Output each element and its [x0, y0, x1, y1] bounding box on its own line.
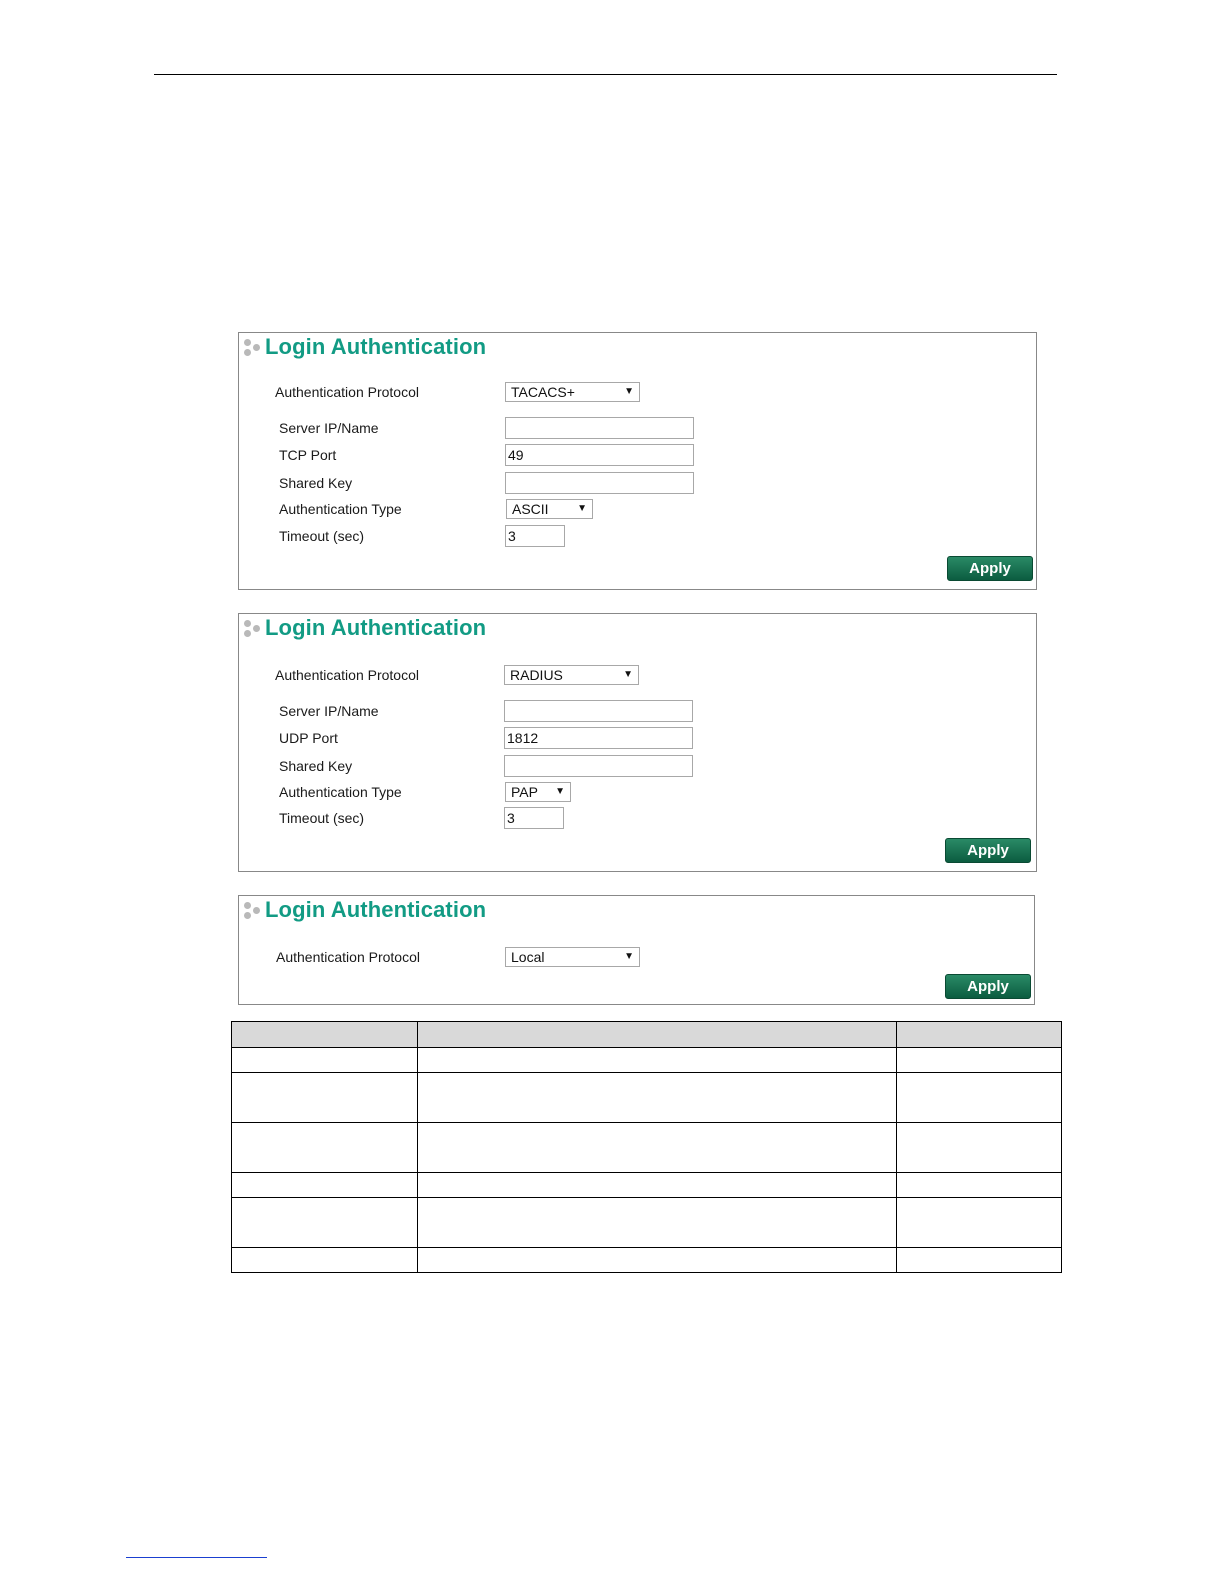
bullet-dots-icon: [244, 902, 262, 920]
table-row: [232, 1198, 1062, 1248]
page-footer-link-rule: [126, 1557, 267, 1558]
panel-title: Login Authentication: [265, 897, 487, 922]
timeout-input[interactable]: 3: [504, 807, 564, 829]
authentication-protocol-select[interactable]: [505, 947, 640, 967]
apply-button[interactable]: Apply: [945, 838, 1031, 863]
table-row: [232, 1248, 1062, 1273]
tcp-port-input[interactable]: 49: [505, 444, 694, 466]
authentication-type-select[interactable]: [506, 499, 593, 519]
shared-key-label: Shared Key: [279, 758, 353, 774]
authentication-protocol-select[interactable]: [505, 382, 640, 402]
panel-title: Login Authentication: [265, 334, 487, 359]
authentication-protocol-value: RADIUS: [510, 667, 563, 683]
authentication-type-value: PAP: [511, 784, 538, 800]
table-row: [232, 1123, 1062, 1173]
apply-button[interactable]: Apply: [947, 556, 1033, 581]
udp-port-input[interactable]: 1812: [504, 727, 693, 749]
table-row: [232, 1173, 1062, 1198]
dropdown-caret-icon: ▼: [624, 951, 634, 962]
authentication-type-value: ASCII: [512, 501, 549, 517]
dropdown-caret-icon: ▼: [577, 503, 587, 514]
udp-port-label: UDP Port: [279, 730, 338, 746]
page-header-rule: [154, 74, 1057, 75]
table-row: [232, 1073, 1062, 1123]
shared-key-input[interactable]: [504, 755, 693, 777]
table-header-cell: [418, 1022, 897, 1048]
timeout-input[interactable]: 3: [505, 525, 565, 547]
shared-key-input[interactable]: [505, 472, 694, 494]
authentication-protocol-label: Authentication Protocol: [276, 949, 420, 965]
server-ip-name-input[interactable]: [505, 417, 694, 439]
table-header-cell: [232, 1022, 418, 1048]
bullet-dots-icon: [244, 339, 262, 357]
authentication-protocol-select[interactable]: [504, 665, 639, 685]
bullet-dots-icon: [244, 620, 262, 638]
timeout-label: Timeout (sec): [279, 810, 365, 826]
dropdown-caret-icon: ▼: [555, 786, 565, 797]
table-header-cell: [897, 1022, 1062, 1048]
server-ip-name-label: Server IP/Name: [279, 703, 379, 719]
authentication-type-select[interactable]: [505, 782, 571, 802]
authentication-type-label: Authentication Type: [279, 501, 402, 517]
panel-title: Login Authentication: [265, 615, 487, 640]
apply-button[interactable]: Apply: [945, 974, 1031, 999]
authentication-protocol-label: Authentication Protocol: [275, 384, 419, 400]
authentication-protocol-value: Local: [511, 949, 545, 965]
authentication-protocol-label: Authentication Protocol: [275, 667, 419, 683]
login-authentication-panel-local: [238, 895, 1035, 1005]
timeout-label: Timeout (sec): [279, 528, 365, 544]
table-header-row: [232, 1022, 1062, 1048]
tcp-port-label: TCP Port: [279, 447, 337, 463]
authentication-type-label: Authentication Type: [279, 784, 402, 800]
authentication-protocol-value: TACACS+: [511, 384, 575, 400]
login-authentication-panel-radius: [238, 613, 1037, 872]
server-ip-name-input[interactable]: [504, 700, 693, 722]
settings-description-table: [231, 1021, 1062, 1273]
dropdown-caret-icon: ▼: [624, 386, 634, 397]
login-authentication-panel-tacacs: [238, 332, 1037, 590]
dropdown-caret-icon: ▼: [623, 669, 633, 680]
shared-key-label: Shared Key: [279, 475, 353, 491]
table-row: [232, 1048, 1062, 1073]
server-ip-name-label: Server IP/Name: [279, 420, 379, 436]
